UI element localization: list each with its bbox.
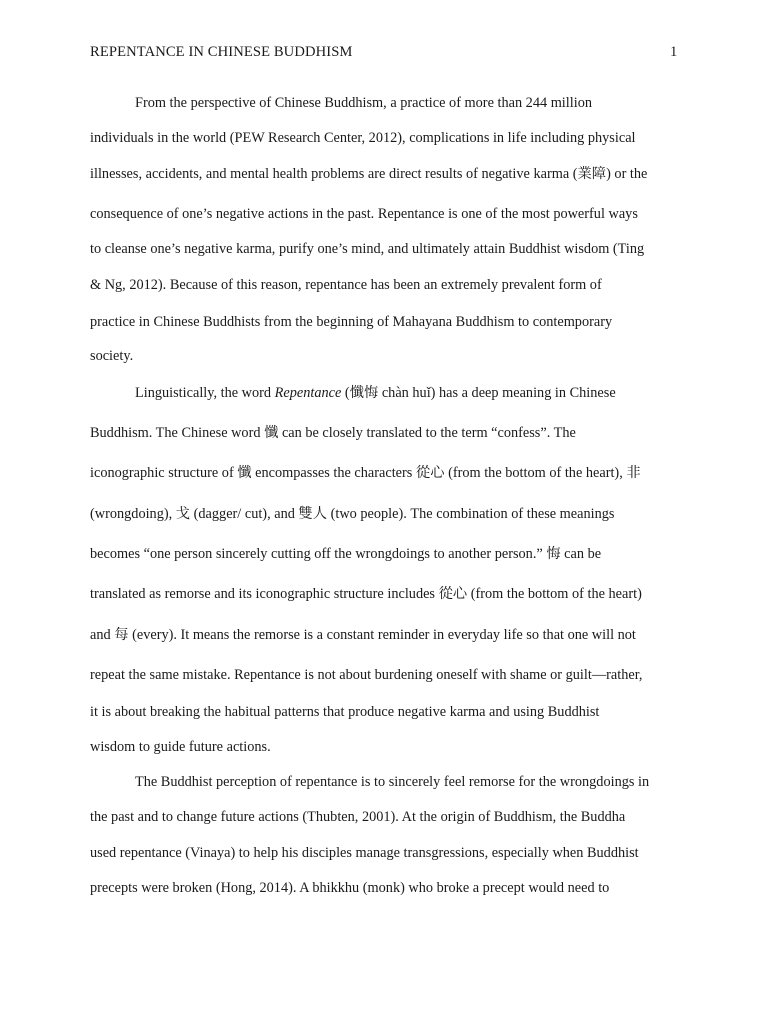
paragraph-2-line-8: repeat the same mistake. Repentance is not about burdening oneself with shame or guilt—rather, <box>90 667 643 683</box>
paragraph-2-line-6: translated as remorse and its iconographic structure includes 從心 (from the bottom of the heart) <box>90 586 642 602</box>
paragraph-1-line-6: & Ng, 2012). Because of this reason, repentance has been an extremely prevalent form of <box>90 277 602 293</box>
paragraph-3-line-1: The Buddhist perception of repentance is to sincerely feel remorse for the wrongdoings in <box>135 774 650 790</box>
paragraph-1-line-8: society. <box>90 348 134 364</box>
paragraph-1-line-2: individuals in the world (PEW Research Center, 2012), complications in life including physical <box>90 130 636 146</box>
paragraph-2-line-2: Buddhism. The Chinese word 懺 can be closely translated to the term “confess”. The <box>90 425 576 441</box>
paragraph-1-line-7: practice in Chinese Buddhists from the beginning of Mahayana Buddhism to contemporary <box>90 314 613 330</box>
paragraph-2-line-4: (wrongdoing), 戈 (dagger/ cut), and 雙人 (two people). The combination of these meanings <box>90 506 615 522</box>
term-repentance: Repentance <box>274 385 342 401</box>
paragraph-1-line-3: illnesses, accidents, and mental health problems are direct results of negative karma (業障) or the <box>90 166 648 182</box>
page-number: 1 <box>670 44 678 60</box>
paragraph-1-line-4: consequence of one’s negative actions in the past. Repentance is one of the most powerful ways <box>90 206 638 222</box>
paragraph-2-line-7: and 每 (every). It means the remorse is a constant reminder in everyday life so that one will not <box>90 627 636 643</box>
paragraph-2-line-3: iconographic structure of 懺 encompasses the characters 從心 (from the bottom of the heart), 非 <box>90 465 641 481</box>
paragraph-3-line-2: the past and to change future actions (Thubten, 2001). At the origin of Buddhism, the Buddha <box>90 809 626 825</box>
paragraph-2-line-1-end: (懺悔 chàn huǐ) has a deep meaning in Chinese <box>341 385 616 401</box>
paragraph-3-line-4: precepts were broken (Hong, 2014). A bhikkhu (monk) who broke a precept would need to <box>90 880 610 896</box>
paragraph-3-line-3: used repentance (Vinaya) to help his disciples manage transgressions, especially when Buddhist <box>90 845 639 861</box>
paragraph-2-line-1 <box>135 384 616 402</box>
paragraph-1-line-1: From the perspective of Chinese Buddhism, a practice of more than 244 million <box>135 95 592 111</box>
running-head: REPENTANCE IN CHINESE BUDDHISM <box>90 44 353 60</box>
paragraph-2-line-10: wisdom to guide future actions. <box>90 739 271 755</box>
paragraph-2-line-1-start: Linguistically, the word <box>135 385 275 401</box>
paragraph-2-line-9: it is about breaking the habitual patterns that produce negative karma and using Buddhist <box>90 704 600 720</box>
paragraph-2-line-5: becomes “one person sincerely cutting off the wrongdoings to another person.” 悔 can be <box>90 546 602 562</box>
paragraph-1-line-5: to cleanse one’s negative karma, purify one’s mind, and ultimately attain Buddhist wisdom (Ting <box>90 241 645 257</box>
